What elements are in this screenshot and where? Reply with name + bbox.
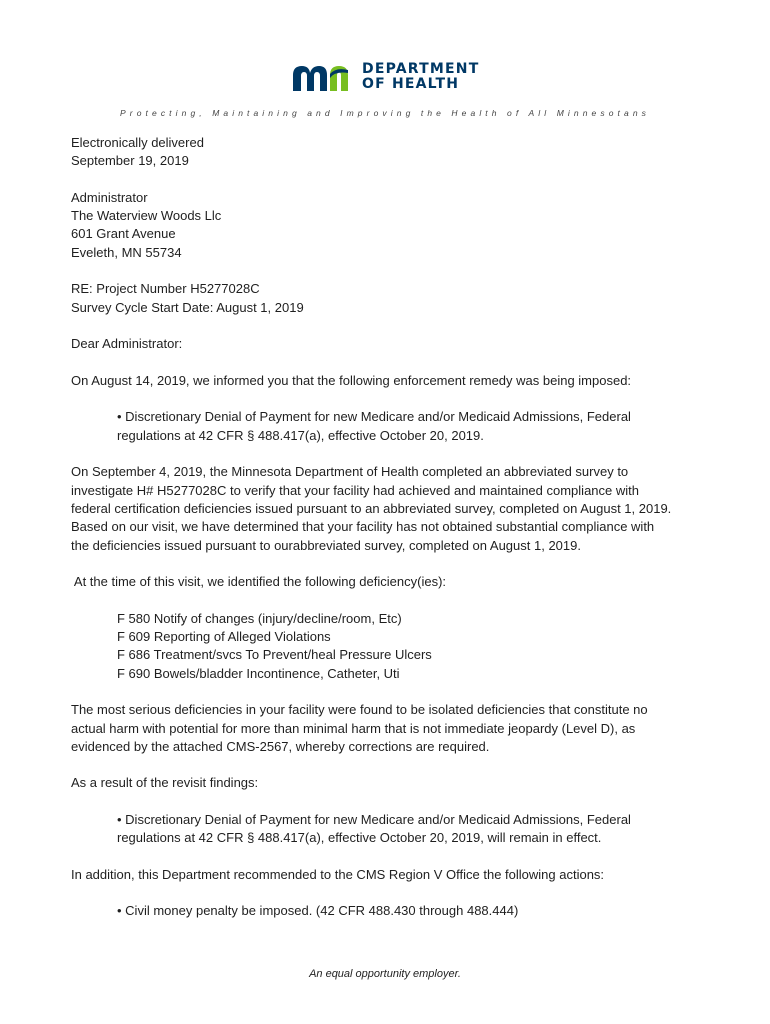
remedy-line: • Discretionary Denial of Payment for new Medicare and/or Medicaid Admissions, Federal xyxy=(117,409,631,425)
paragraph-3: At the time of this visit, we identified the following deficiency(ies): xyxy=(71,574,447,590)
re-block xyxy=(71,280,711,317)
address-block xyxy=(71,189,711,262)
remedy-line: • Discretionary Denial of Payment for new Medicare and/or Medicaid Admissions, Federal xyxy=(117,811,631,827)
deficiency-item: F 690 Bowels/bladder Incontinence, Catheter, Uti xyxy=(117,665,400,681)
re-line: Survey Cycle Start Date: August 1, 2019 xyxy=(71,299,304,315)
action-1: • Civil money penalty be imposed. (42 CFR 488.430 through 488.444) xyxy=(117,903,519,919)
deficiency-item: F 686 Treatment/svcs To Prevent/heal Pressure Ulcers xyxy=(117,647,432,663)
footer-statement: An equal opportunity employer. xyxy=(309,968,461,980)
re-line: RE: Project Number H5277028C xyxy=(71,281,260,297)
paragraph-line: The most serious deficiencies in your facility were found to be isolated deficiencies that constitute no xyxy=(71,702,648,718)
paragraph-2 xyxy=(71,463,711,554)
address-line: Administrator xyxy=(71,189,148,205)
paragraph-line: federal certification deficiencies issued pursuant to an abbreviated survey, completed on August 1, 2019. xyxy=(71,500,672,516)
paragraph-line: investigate H# H5277028C to verify that your facility had achieved and maintained compliance with xyxy=(71,482,639,498)
letter-date: September 19, 2019 xyxy=(71,153,189,169)
mdh-logo xyxy=(290,62,479,92)
remedy-2 xyxy=(71,811,711,848)
paragraph-5: As a result of the revisit findings: xyxy=(71,775,259,791)
tagline: Protecting, Maintaining and Improving the Health of All Minnesotans xyxy=(120,108,650,118)
address-line: The Waterview Woods Llc xyxy=(71,208,222,224)
paragraph-line: the deficiencies issued pursuant to ourabbreviated survey, completed on August 1, 2019. xyxy=(71,537,581,553)
logo-wordmark xyxy=(362,62,479,92)
deficiency-item: F 580 Notify of changes (injury/decline/room, Etc) xyxy=(117,610,402,626)
remedy-line: regulations at 42 CFR § 488.417(a), effective October 20, 2019, will remain in effect. xyxy=(117,830,602,846)
delivery-block xyxy=(71,134,711,171)
deficiency-item: F 609 Reporting of Alleged Violations xyxy=(117,629,331,645)
remedy-1 xyxy=(71,408,711,445)
letter-body xyxy=(71,134,711,939)
delivery-method: Electronically delivered xyxy=(71,135,204,150)
paragraph-line: evidenced by the attached CMS-2567, whereby corrections are required. xyxy=(71,738,490,754)
logo-line-2: OF HEALTH xyxy=(362,76,460,92)
paragraph-line: Based on our visit, we have determined that your facility has not obtained substantial compliance with xyxy=(71,519,655,535)
address-line: Eveleth, MN 55734 xyxy=(71,244,182,260)
paragraph-4 xyxy=(71,701,711,756)
deficiency-list xyxy=(71,610,711,683)
logo-line-1: DEPARTMENT xyxy=(362,61,480,77)
address-line: 601 Grant Avenue xyxy=(71,226,176,242)
paragraph-6: In addition, this Department recommended to the CMS Region V Office the following actions: xyxy=(71,866,605,882)
mn-logo-icon xyxy=(290,62,354,92)
remedy-line: regulations at 42 CFR § 488.417(a), effective October 20, 2019. xyxy=(117,427,484,443)
salutation: Dear Administrator: xyxy=(71,336,183,352)
paragraph-line: On September 4, 2019, the Minnesota Department of Health completed an abbreviated survey to xyxy=(71,464,629,480)
paragraph-1: On August 14, 2019, we informed you that the following enforcement remedy was being imposed: xyxy=(71,372,632,388)
paragraph-line: actual harm with potential for more than minimal harm that is not immediate jeopardy (Level D), as xyxy=(71,720,636,736)
